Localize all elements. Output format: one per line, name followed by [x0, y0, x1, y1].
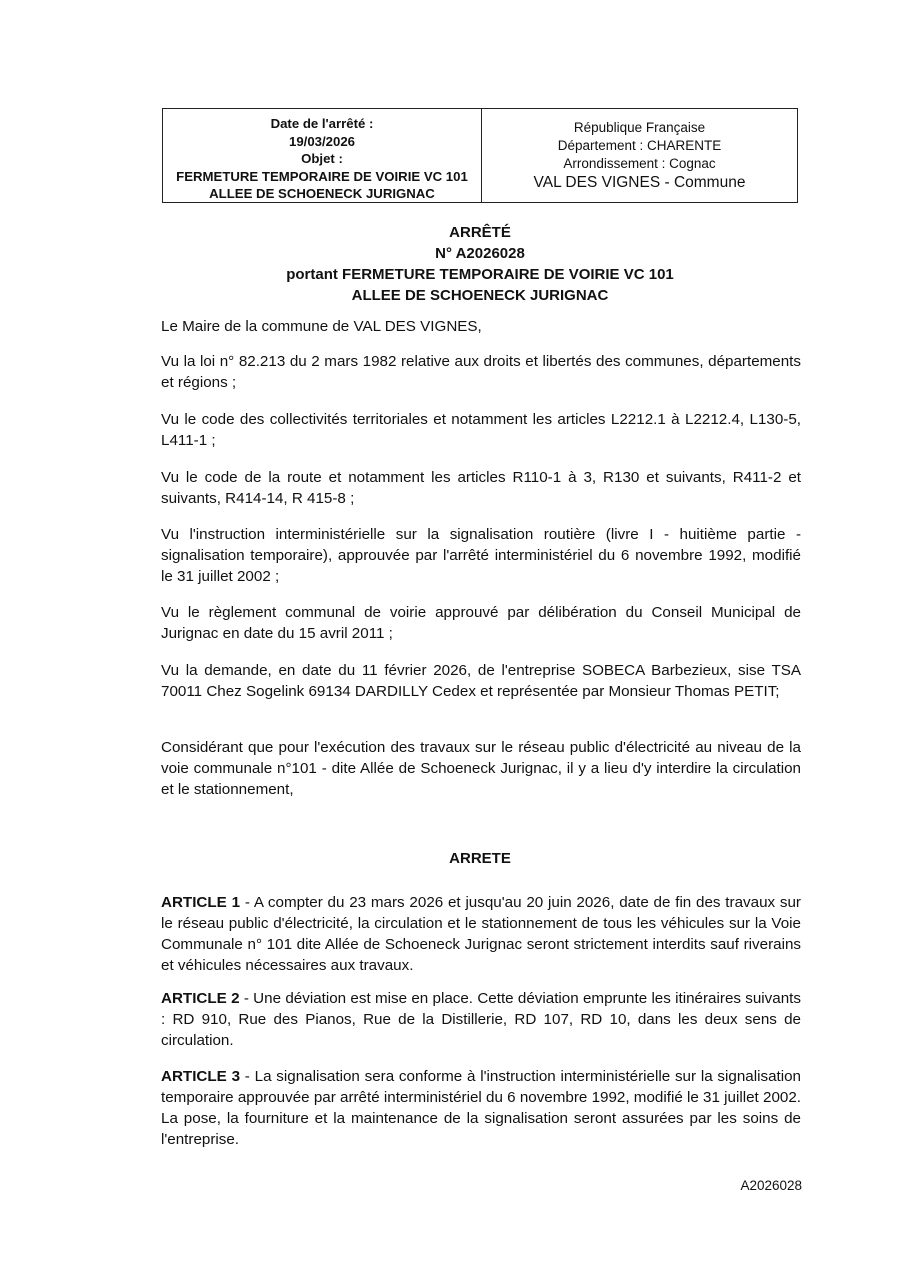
title-line-1: ARRÊTÉ	[449, 224, 511, 241]
document-title	[160, 222, 800, 306]
article-label: ARTICLE 2	[161, 990, 240, 1007]
date-label: Date de l'arrêté :	[270, 116, 374, 131]
considerant-paragraph: Considérant que pour l'exécution des travaux sur le réseau public d'électricité au niveau de la voie communale n°101 - dite Allée de Schoeneck Jurignac, il y a lieu d'y interdire la circulation et le stationnement,	[161, 739, 801, 798]
vu-paragraph: Vu l'instruction interministérielle sur la signalisation routière (livre I - huitième partie - signalisation temporaire), approuvée par l'arrêté interministériel du 6 novembre 1992, modifié le 31 juillet 2002 ;	[161, 526, 801, 585]
header-box	[162, 108, 798, 203]
title-line-3: portant FERMETURE TEMPORAIRE DE VOIRIE VC 101	[286, 266, 674, 283]
title-line-4: ALLEE DE SCHOENECK JURIGNAC	[351, 287, 609, 304]
article-label: ARTICLE 1	[161, 894, 241, 911]
vu-paragraph: Vu la demande, en date du 11 février 2026, de l'entreprise SOBECA Barbezieux, sise TSA 70011 Chez Sogelink 69134 DARDILLY Cedex et représentée par Monsieur Thomas PETIT;	[161, 662, 801, 700]
vu-paragraph: Vu le code des collectivités territoriales et notamment les articles L2212.1 à L2212.4, L130-5, L411-1 ;	[161, 411, 801, 449]
vu-paragraph: Vu le règlement communal de voirie approuvé par délibération du Conseil Municipal de Jurignac en date du 15 avril 2011 ;	[161, 604, 801, 642]
intro-paragraph: Le Maire de la commune de VAL DES VIGNES,	[161, 318, 482, 335]
article-label: ARTICLE 3	[161, 1068, 241, 1085]
article-2	[161, 988, 801, 1051]
republic-label: République Française	[573, 120, 706, 135]
objet-line-2: ALLEE DE SCHOENECK JURIGNAC	[209, 186, 435, 201]
commune-label: VAL DES VIGNES - Commune	[533, 174, 746, 191]
departement-label: Département : CHARENTE	[557, 138, 722, 153]
objet-line-1: FERMETURE TEMPORAIRE DE VOIRIE VC 101	[176, 168, 468, 184]
title-line-2: N° A2026028	[435, 245, 525, 262]
header-right-cell	[482, 109, 797, 202]
objet-label: Objet :	[301, 151, 343, 166]
date-value: 19/03/2026	[288, 133, 355, 149]
article-3	[161, 1066, 801, 1150]
arrondissement-label: Arrondissement : Cognac	[563, 156, 716, 171]
article-text: - A compter du 23 mars 2026 et jusqu'au 20 juin 2026, date de fin des travaux sur le réseau public d'électricité, la circulation et le stationnement de tous les véhicules sur la Voie Communale n° 101 dite Allée de Schoeneck Jurignac seront strictement interdits sauf riverains et véhicules nécessaires aux travaux.	[161, 894, 801, 974]
header-left-cell	[163, 109, 482, 202]
vu-paragraph: Vu le code de la route et notamment les articles R110-1 à 3, R130 et suivants, R411-2 et suivants, R414-14, R 415-8 ;	[161, 469, 801, 507]
arrete-heading: ARRETE	[449, 850, 511, 867]
footer-reference: A2026028	[740, 1178, 802, 1193]
vu-paragraph: Vu la loi n° 82.213 du 2 mars 1982 relative aux droits et libertés des communes, départements et régions ;	[161, 353, 801, 391]
article-text: - La signalisation sera conforme à l'instruction interministérielle sur la signalisation temporaire approuvée par arrêté interministériel du 6 novembre 1992, modifié le 31 juillet 2002. La pose, la fourniture et la maintenance de la signalisation seront assurées par les soins de l'entreprise.	[161, 1068, 801, 1148]
article-1	[161, 892, 801, 976]
article-text: - Une déviation est mise en place. Cette déviation emprunte les itinéraires suivants : RD 910, Rue des Pianos, Rue de la Distillerie, RD 107, RD 10, dans les deux sens de circulation.	[161, 990, 801, 1049]
